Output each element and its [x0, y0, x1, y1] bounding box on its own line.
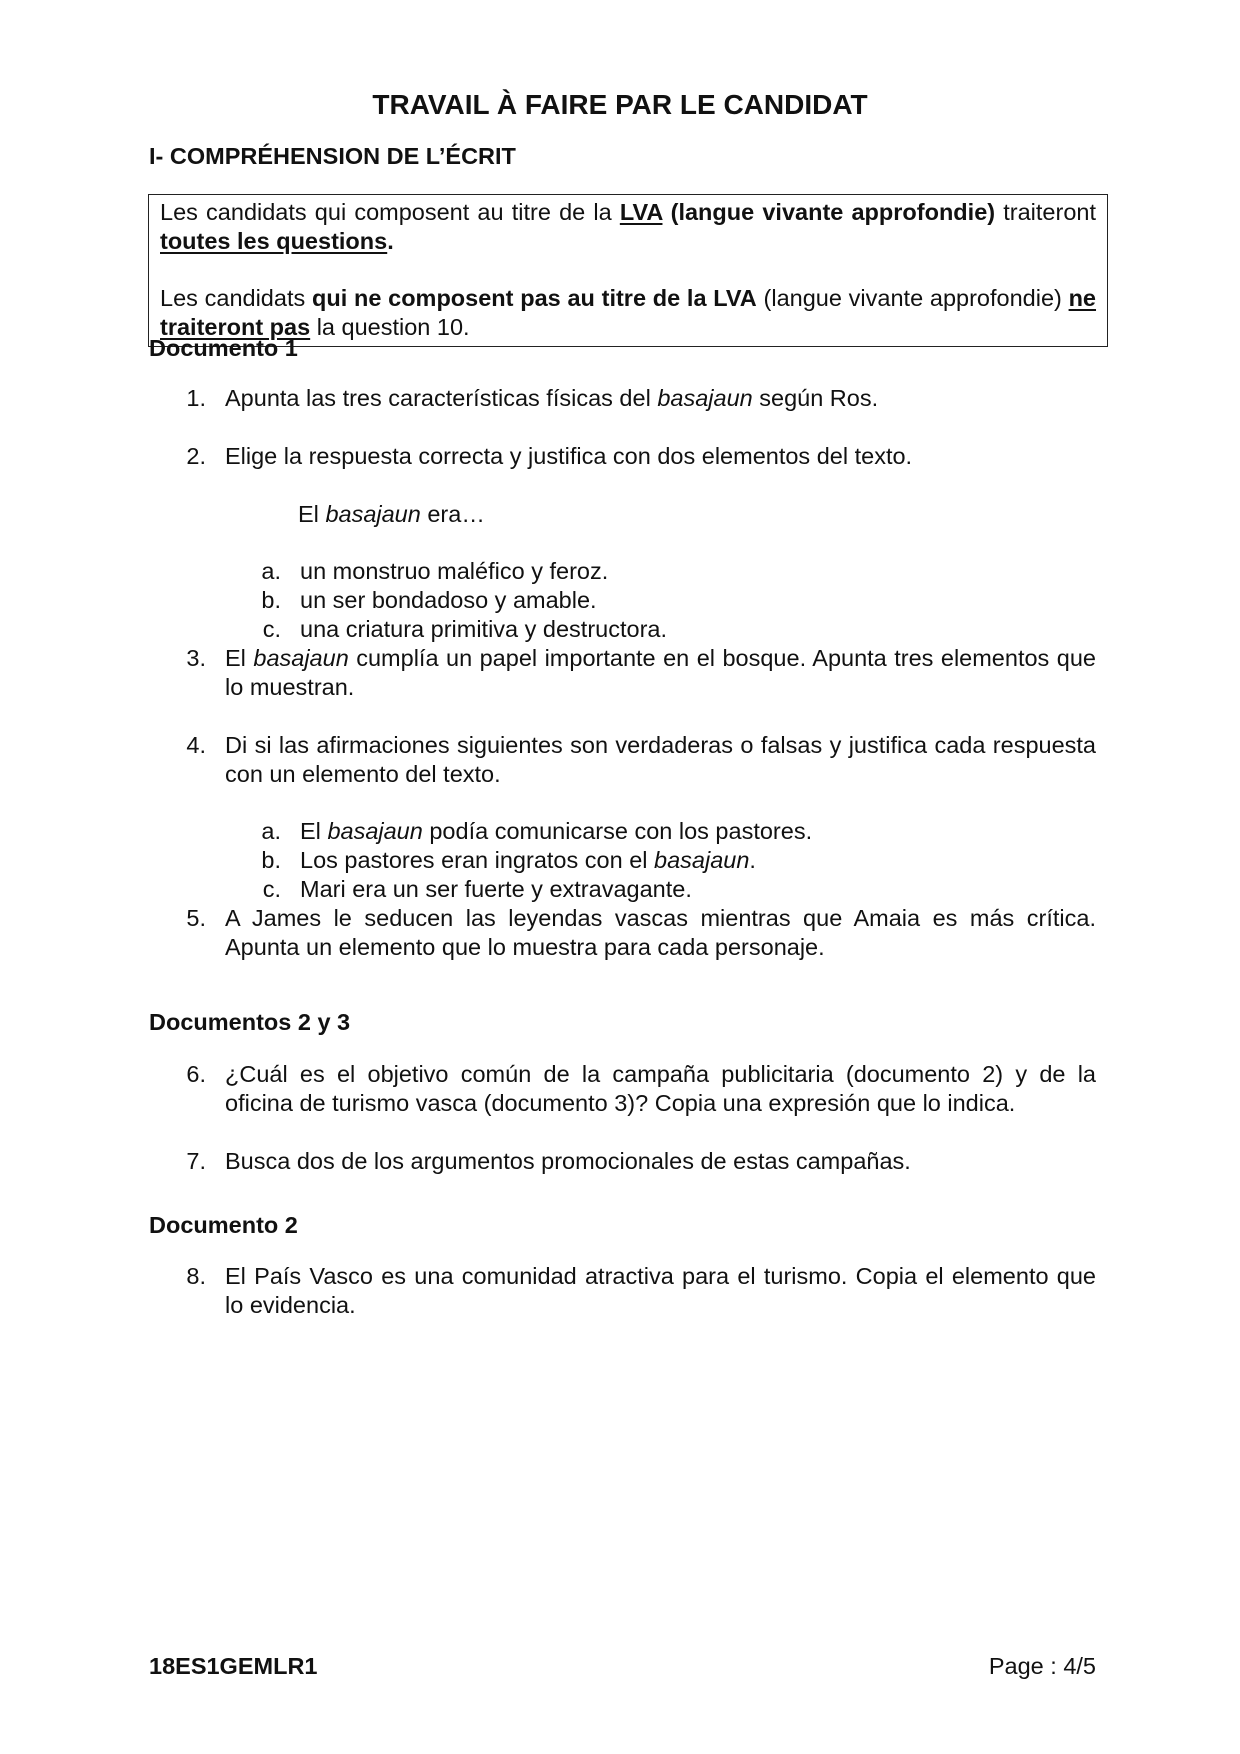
notice-text: (langue vivante approfondie) — [756, 285, 1069, 311]
notice-text: . — [387, 228, 394, 254]
notice-text: Les candidats qui composent au titre de la — [160, 199, 620, 225]
list-item: b. un ser bondadoso y amable. — [261, 587, 597, 613]
documento-1-heading: Documento 1 — [149, 335, 298, 361]
question-5 — [149, 904, 1096, 962]
instruction-lva — [160, 198, 1096, 256]
question-7 — [149, 1147, 1096, 1176]
list-item: b. Los pastores eran ingratos con el basajaun. — [261, 847, 756, 873]
question-4-options — [149, 817, 1096, 904]
question-2-options — [149, 557, 1096, 644]
list-item: c. una criatura primitiva y destructora. — [262, 616, 668, 642]
question-text: El País Vasco es una comunidad atractiva para el turismo. Copia el elemento que lo evidencia. — [225, 1263, 1096, 1318]
question-text: El basajaun cumplía un papel importante en el bosque. Apunta tres elementos que lo muestran. — [225, 645, 1096, 700]
question-2-intro: El basajaun era… — [298, 501, 485, 527]
documento-2-heading: Documento 2 — [149, 1212, 298, 1238]
question-text: Apunta las tres características físicas del basajaun según Ros. — [225, 385, 879, 411]
exam-code: 18ES1GEMLR1 — [149, 1653, 318, 1679]
notice-text: la question 10. — [310, 314, 470, 340]
list-item: a. El basajaun podía comunicarse con los pastores. — [261, 818, 813, 844]
question-number: 7. — [186, 1148, 206, 1174]
page-number: Page : 4/5 — [988, 1653, 1096, 1679]
list-item: c. Mari era un ser fuerte y extravagante. — [262, 876, 692, 902]
question-text: ¿Cuál es el objetivo común de la campaña publicitaria (documento 2) y de la oficina de turismo vasca (documento 3)? Copia una expresión que lo indica. — [225, 1061, 1096, 1116]
question-text: Di si las afirmaciones siguientes son verdaderas o falsas y justifica cada respuesta con un elemento del texto. — [225, 732, 1096, 787]
notice-will-not-treat: ne traiteront pas — [160, 285, 1097, 340]
list-item: a. un monstruo maléfico y feroz. — [261, 558, 609, 584]
question-text: Busca dos de los argumentos promocionales de estas campañas. — [225, 1148, 911, 1174]
notice-text: Les candidats — [160, 285, 312, 311]
notice-lva-full: (langue vivante approfondie) — [662, 199, 996, 225]
question-6 — [149, 1060, 1096, 1118]
question-4 — [149, 731, 1096, 789]
notice-lva: LVA — [619, 199, 663, 225]
question-1 — [149, 384, 1096, 413]
question-2 — [149, 442, 1096, 471]
question-number: 4. — [186, 732, 206, 758]
question-number: 2. — [186, 443, 206, 469]
instructions-box — [148, 194, 1108, 347]
question-text: Elige la respuesta correcta y justifica con dos elementos del texto. — [225, 443, 913, 469]
notice-non-lva: qui ne composent pas au titre de la LVA — [311, 285, 757, 311]
question-number: 6. — [186, 1061, 206, 1087]
question-text: A James le seducen las leyendas vascas mientras que Amaia es más crítica. Apunta un elemento que lo muestra para cada personaje. — [225, 905, 1096, 960]
question-8 — [149, 1262, 1096, 1320]
notice-all-questions: toutes les questions — [160, 228, 388, 254]
question-number: 8. — [186, 1263, 206, 1289]
documentos-2-3-heading: Documentos 2 y 3 — [149, 1009, 351, 1035]
instruction-non-lva — [160, 284, 1096, 342]
notice-text: traiteront — [995, 199, 1096, 225]
question-3 — [149, 644, 1096, 702]
page-title: TRAVAIL À FAIRE PAR LE CANDIDAT — [372, 89, 868, 120]
question-number: 3. — [186, 645, 206, 671]
question-number: 5. — [186, 905, 206, 931]
section-title: I- COMPRÉHENSION DE L’ÉCRIT — [149, 143, 516, 169]
question-number: 1. — [186, 385, 206, 411]
